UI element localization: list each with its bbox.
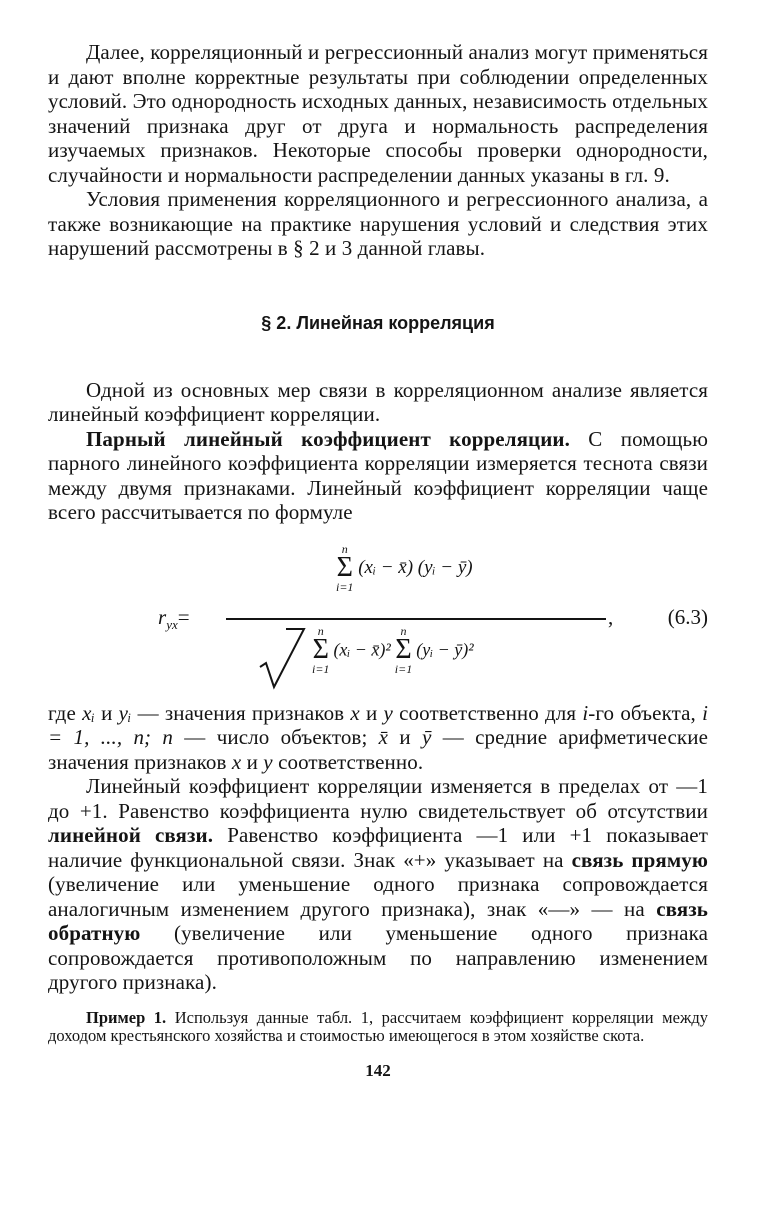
example-paragraph: [48, 1009, 708, 1045]
term-pair-coefficient: Парный линейный коэффициент корреляции.: [86, 426, 570, 451]
var-range: i = 1, ..., n; n: [48, 700, 709, 749]
formula-numerator: [336, 543, 536, 593]
formula-lhs: [158, 605, 190, 633]
text-segment: и: [359, 700, 384, 725]
text-segment: соответственно для: [392, 700, 583, 725]
text-segment: и: [94, 700, 119, 725]
var-yi: yᵢ: [118, 700, 132, 725]
formula-r: r: [158, 604, 167, 629]
paragraph-where: [48, 701, 708, 775]
denominator-terms: [312, 625, 474, 675]
term-linear-link: линейной связи.: [48, 823, 214, 847]
text-segment: соответственно.: [272, 749, 424, 774]
text-segment: -го объекта,: [588, 700, 703, 725]
paragraph-pair-coefficient-text: С помощью парного линейного коэффициента корреляции измеряется теснота связи между двумя признаками. Линейный коэффициент корреляции чаще всего рассчитывается по формуле: [48, 426, 708, 524]
text-segment: где: [48, 700, 83, 725]
var-i: i: [582, 700, 589, 725]
numerator-expression: (xᵢ − x̄) (yᵢ − ȳ): [358, 556, 473, 578]
text-segment: — число объектов;: [173, 725, 379, 749]
paragraph-pair-coefficient: [48, 427, 708, 525]
paragraph-range: [48, 774, 708, 995]
sum-lower-limit: i=1: [336, 579, 354, 594]
section-heading: § 2. Линейная корреляция: [261, 312, 495, 333]
paragraph-intro: Одной из основных мер связи в корреляционном анализе является линейный коэффициент корреляции.: [48, 377, 708, 426]
text-segment: и: [388, 725, 422, 749]
var-x: x: [231, 749, 242, 774]
sigma-glyph: Σ: [395, 633, 412, 665]
term-direct-link: связь прямую: [571, 847, 709, 872]
page-content: [48, 40, 708, 1081]
example-text: Используя данные табл. 1, рассчитаем коэффициент корреляции между доходом крестьянского хозяйства и стоимостью имеющегося в этом хозяйстве скота.: [48, 1007, 708, 1045]
paragraph-conditions: Далее, корреляционный и регрессионный анализ могут применяться и дают вполне корректные результаты при соблюдении определенных условий. Это однородность исходных данных, независимость отдельных значений признака друг от друга и нормальность распределения изучаемых признаков. Некоторые способы проверки однородности, случайности и нормальности распределении данных указаны в гл. 9.: [48, 40, 708, 187]
sigma-glyph: Σ: [336, 551, 353, 583]
denominator-expression-x: (xᵢ − x̄)²: [333, 639, 391, 659]
formula-comma: ,: [608, 604, 614, 629]
formula-number: (6.3): [667, 604, 708, 629]
var-x: x: [350, 700, 360, 725]
formula-6-3: [48, 543, 708, 691]
example-label: Пример 1.: [86, 1007, 167, 1027]
text-segment: (увеличение или уменьшение одного признака сопровождается противоположным по направлению изменением другого признака).: [48, 921, 708, 994]
text-segment: и: [241, 749, 264, 774]
formula-subscript: yx: [166, 616, 178, 632]
var-ybar: ȳ: [422, 725, 432, 749]
page-number: 142: [365, 1060, 391, 1080]
denominator-expression-y: (yᵢ − ȳ)²: [416, 639, 474, 659]
text-segment: (увеличение или уменьшение одного признака сопровождается аналогичным изменением другого признака), знак «—» — на: [48, 872, 708, 921]
sum-symbol: [312, 625, 329, 675]
term-inverse-link: связь обратную: [48, 896, 708, 945]
sum-upper-limit: n: [341, 541, 348, 556]
paragraph-conditions-reference: Условия применения корреляционного и регрессионного анализа, а также возникающие на практике нарушения условий и следствия этих нарушений рассмотрены в § 2 и 3 данной главы.: [48, 187, 708, 260]
text-segment: Линейный коэффициент корреляции изменяется в пределах от —1 до +1. Равенство коэффициента нулю свидетельствует об отсутствии: [48, 774, 708, 823]
text-segment: Равенство коэффициента —1 или +1 показывает наличие функциональной связи. Знак «+» указывает на: [48, 823, 709, 872]
formula-equals: =: [177, 604, 190, 629]
var-y: y: [263, 749, 273, 774]
formula-denominator: [226, 623, 606, 691]
sum-symbol: [336, 543, 353, 593]
var-xbar: x̄: [378, 725, 389, 749]
var-xi: xᵢ: [82, 700, 95, 725]
sum-symbol: [395, 625, 412, 675]
text-segment: — значения признаков: [131, 700, 351, 725]
fraction-bar: [226, 618, 606, 620]
sum-lower-limit: i=1: [394, 661, 413, 676]
sum-upper-limit: n: [400, 623, 407, 638]
sum-upper-limit: n: [317, 623, 324, 638]
sigma-glyph: Σ: [312, 633, 329, 665]
var-y: y: [383, 700, 393, 725]
text-segment: — средние арифметические значения признаков: [48, 725, 708, 774]
sum-lower-limit: i=1: [312, 661, 330, 676]
